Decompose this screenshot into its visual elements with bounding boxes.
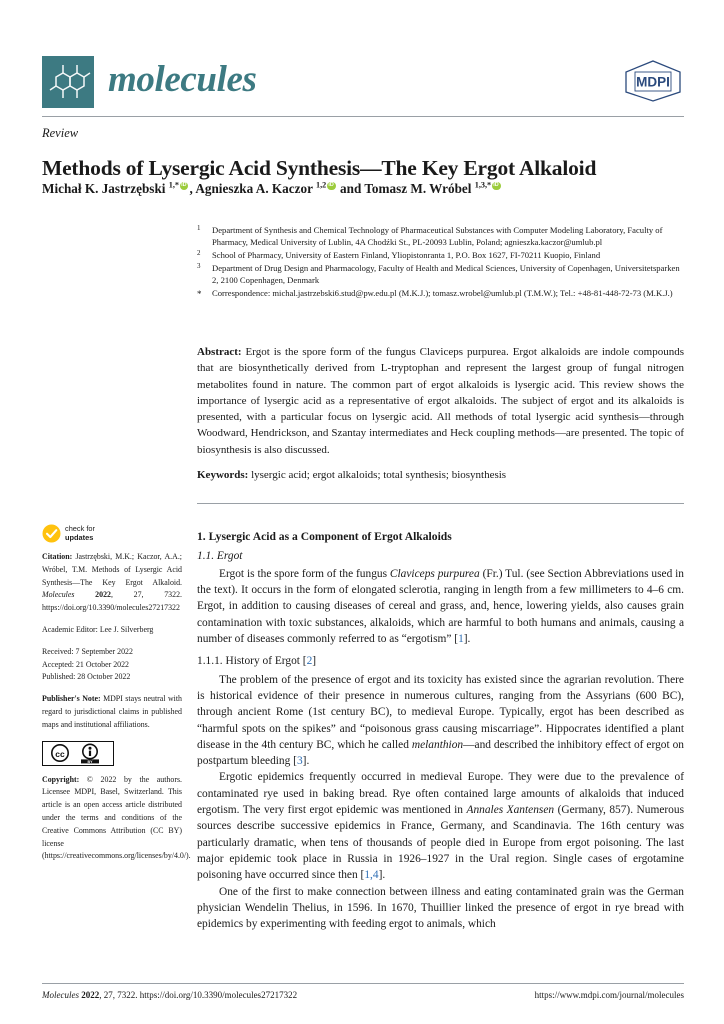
keywords-label: Keywords: xyxy=(197,469,249,481)
publication-dates xyxy=(42,646,182,684)
published-date: Published: 28 October 2022 xyxy=(42,672,131,682)
footer-divider xyxy=(42,983,684,984)
orcid-icon[interactable] xyxy=(492,182,501,191)
paragraph-1: Ergot is the spore form of the fungus Claviceps purpurea (Fr.) Tul. (see Section Abbreviations used in the text). It occurs in the form of elongated sclerotia, ranging in length from a few millimeters to 4–6 cm. Ergot, in addition to causing diseases of cereal and grass, and, hence, lowering yields, also causes grain contamination with toxic substances, alkaloids, which are harmful to both humans and animals, causing a number of diseases commonly referred to as “ergotism” [1]. xyxy=(197,567,684,646)
affiliation-text: Correspondence: michal.jastrzebski6.stud@pw.edu.pl (M.K.J.); tomasz.wrobel@umlub.pl (T.M.W.); Tel.: +48-81-448-72-73 (M.K.J.) xyxy=(212,287,673,298)
orcid-icon[interactable] xyxy=(180,182,189,191)
affiliation-item xyxy=(197,249,684,261)
affiliation-text: School of Pharmacy, University of Eastern Finland, Yliopistonranta 1, P.O. Box 1627, FI-70211 Kuopio, Finland xyxy=(212,249,601,260)
header-divider xyxy=(42,116,684,117)
received-date: Received: 7 September 2022 xyxy=(42,646,133,656)
publishers-note: Publisher's Note: MDPI stays neutral with regard to jurisdictional claims in published maps and institutional affiliations. xyxy=(42,694,182,729)
citation-ref[interactable]: 1 xyxy=(458,633,464,646)
cfu-line-2: updates xyxy=(65,532,94,542)
page-footer xyxy=(42,990,684,1000)
affiliation-marker: * xyxy=(197,288,202,299)
paragraph-2: The problem of the presence of ergot and its toxicity has existed since the agrarian revolution. There is historical evidence of their presence in numerous cultures, ranging from the Assyrians (600 BC), through ancient Rome (1st century BC), to medieval Europe. Typically, ergot has been described as “harmful spots on the spikes” and “poisonous grass causing miscarriage”. Hippocrates identified a plant disease in the 4th century BC, which he called melanthion—and described the inhibitory effect of ergot on postpartum bleeding [3]. xyxy=(197,673,684,768)
footer-citation: Molecules 2022, 27, 7322. https://doi.org/10.3390/molecules27217322 xyxy=(42,990,298,1000)
affiliation-item xyxy=(197,287,684,301)
affiliation-marker: 3 xyxy=(197,261,201,270)
molecules-logo-icon xyxy=(42,56,94,108)
affiliation-text: Department of Synthesis and Chemical Technology of Pharmaceutical Substances with Computer Modeling Laboratory, Faculty of Pharmacy, Medical University of Lublin, 4A Chodźki St., PL-20093 Lublin, Poland; agnieszka.kaczor@umlub.pl xyxy=(212,225,663,248)
page-title: Methods of Lysergic Acid Synthesis—The Key Ergot Alkaloid xyxy=(42,156,597,181)
copyright-block: Copyright: © 2022 by the authors. Licensee MDPI, Basel, Switzerland. This article is an open access article distributed under the terms and conditions of the Creative Commons Attribution (CC BY) license (https://creativecommons.org/licenses/by/4.0/). xyxy=(42,774,191,861)
citation-ref[interactable]: 2 xyxy=(306,655,313,668)
section-heading-1-1: 1.1. Ergot xyxy=(197,549,243,562)
affiliation-item xyxy=(197,224,684,248)
citation-ref[interactable]: 1,4 xyxy=(364,869,379,882)
accepted-date: Accepted: 21 October 2022 xyxy=(42,659,129,669)
affiliation-item xyxy=(197,262,684,286)
paragraph-3: Ergotic epidemics frequently occurred in medieval Europe. They were due to the prevalence of contaminated rye used in baking bread. Rye often contained large amounts of alkaloids that induced ergotism. The very first ergot epidemic was mentioned in Annales Xantensen (Germany, 857). Numerous sources describe successive epidemics in France, Germany, and Scandinavia. The 16th century was particularly dramatic, when tens of thousands of people died in Europe from ergot poisoning. The last major epidemic took place in Russia in 1926–1927 in the Ural region. Single cases of ergotamine poisoning have occurred since then [1,4]. xyxy=(197,771,684,882)
abstract-divider xyxy=(197,503,684,504)
sidebar-metadata xyxy=(42,523,191,872)
affiliation-text: Department of Drug Design and Pharmacology, Faculty of Health and Medical Sciences, University of Copenhagen, Universitetsparken 2, 2100 Copenhagen, Denmark xyxy=(212,262,680,285)
svg-text:BY: BY xyxy=(87,759,93,764)
affiliation-marker: 2 xyxy=(197,248,201,257)
orcid-icon[interactable] xyxy=(327,182,336,191)
svg-text:cc: cc xyxy=(55,748,65,759)
abstract-label: Abstract: xyxy=(197,346,242,358)
affiliation-marker: 1 xyxy=(197,224,201,232)
keywords-block: Keywords: lysergic acid; ergot alkaloids; total synthesis; biosynthesis xyxy=(197,469,507,481)
affiliation-list xyxy=(197,224,684,301)
check-for-updates-label xyxy=(65,525,95,542)
article-type: Review xyxy=(42,126,79,140)
cfu-line-1: check for xyxy=(65,523,95,533)
svg-text:MDPI: MDPI xyxy=(636,74,670,90)
journal-masthead xyxy=(42,56,684,112)
main-body xyxy=(197,529,684,932)
paragraph-4: One of the first to make connection between illness and eating contaminated grain was the German physician Wendelin Thelius, in 1596. In 1670, Thuillier linked the presence of ergot in rye bread with epidemics by experimenting with feeding ergot to animals, which xyxy=(197,885,684,931)
cc-by-license-icon[interactable] xyxy=(42,741,114,766)
section-heading-1: 1. Lysergic Acid as a Component of Ergot Alkaloids xyxy=(197,530,452,543)
citation-ref[interactable]: 3 xyxy=(296,755,303,768)
academic-editor: Academic Editor: Lee J. Silverberg xyxy=(42,624,154,634)
check-for-updates-badge[interactable] xyxy=(42,524,182,543)
citation-block: Citation: Jastrzębski, M.K.; Kaczor, A.A.; Wróbel, T.M. Methods of Lysergic Acid Synthesis—The Key Ergot Alkaloid. Molecules 2022, 27, 7322. https://doi.org/10.3390/molecules27217322 xyxy=(42,552,182,613)
author-list: Michał K. Jastrzębski $^{1,*}$ iD , Agnieszka A. Kaczor $^{1,2}$iD and Tomasz M. Wróbel $^{1,3,*}$iD xyxy=(42,180,688,197)
section-heading-1-1-1: 1.1.1. History of Ergot [2] xyxy=(197,655,317,668)
check-circle-icon xyxy=(42,524,61,543)
abstract-block: Abstract: Ergot is the spore form of the fungus Claviceps purpurea. Ergot alkaloids are indole compounds that are biosynthetically derived from L-tryptophan and represent the largest group of fungal nitrogen metabolites found in nature. The common part of ergot alkaloids is lysergic acid. This review shows the importance of lysergic acid as a representative of ergot alkaloids. The subject of ergot and its alkaloids is presented, with a particular focus on lysergic acid. All methods of total lysergic acid synthesis—through Woodward, Hendrickson, and Szantay intermediates and Heck coupling methods—are presented. The topic of biosynthesis is also discussed. xyxy=(197,346,684,456)
footer-journal-url[interactable]: https://www.mdpi.com/journal/molecules xyxy=(534,990,684,1000)
journal-name: molecules xyxy=(108,59,257,100)
mdpi-logo-icon xyxy=(622,59,684,103)
